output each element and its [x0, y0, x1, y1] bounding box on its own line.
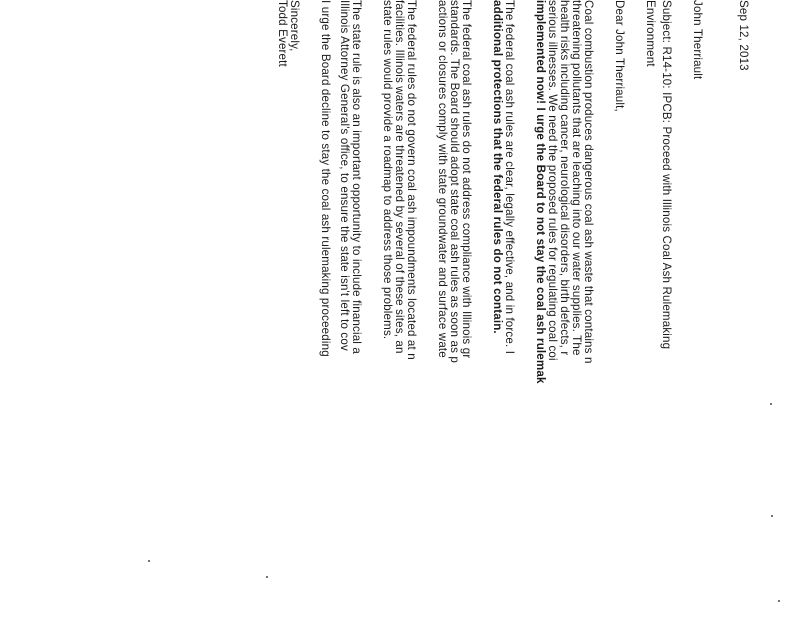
paragraph-3-line: actions or closures comply with state groundwater and surface wate	[436, 0, 449, 358]
letter-subject: Subject: R14-10: IPCB: Proceed with Illinois Coal Ash Rulemaking	[660, 0, 673, 350]
scan-speck	[771, 515, 773, 517]
paragraph-1-line: threatening pollutants that are leaching into our water supplies. The	[570, 0, 583, 356]
paragraph-1-line: implemented now! I urge the Board to not stay the coal ash rulemak	[534, 0, 547, 384]
paragraph-4-line: facilities. Illinois waters are threatened by several of these sites, an	[393, 0, 406, 354]
scan-speck	[770, 403, 772, 405]
paragraph-2-line: The federal coal ash rules are clear, legally effective, and in force. I	[503, 0, 516, 355]
letter-closing: Sincerely,	[288, 0, 301, 52]
letter-date: Sep 12, 2013	[737, 0, 750, 71]
paragraph-4-line: The federal rules do not govern coal ash impoundments located at n	[405, 0, 418, 360]
paragraph-3-line: standards. The Board should adopt state coal ash rules as soon as p	[448, 0, 461, 364]
paragraph-5-line: Illinois Attorney General's office, to ensure the state isn't left to cov	[338, 0, 351, 351]
paragraph-2-line: additional protections that the federal rules do not contain.	[491, 0, 504, 334]
paragraph-1-line: serious illnesses. We need the proposed rules for regulating coal coi	[546, 0, 559, 361]
scan-speck	[778, 600, 780, 602]
paragraph-1-line: Coal combustion produces dangerous coal ash waste that contains n	[582, 0, 595, 364]
letter-subject-continued: Environment	[644, 0, 657, 67]
paragraph-5-line: The state rule is also an important opportunity to include financial a	[350, 0, 363, 354]
scan-speck	[148, 560, 150, 562]
paragraph-1-line: health risks including cancer, neurological disorders, birth defects, r	[558, 0, 571, 356]
letter-recipient: John Therriault	[691, 0, 704, 80]
scan-speck	[266, 576, 268, 578]
paragraph-3-line: The federal coal ash rules do not address compliance with Illinois gr	[460, 0, 473, 359]
letter-signature: Todd Everett	[276, 0, 289, 67]
letter-salutation: Dear John Therriault,	[613, 0, 626, 112]
paragraph-6-line: I urge the Board decline to stay the coal ash rulemaking proceeding	[319, 0, 332, 357]
paragraph-4-line: state rules would provide a roadmap to address those problems.	[381, 0, 394, 340]
